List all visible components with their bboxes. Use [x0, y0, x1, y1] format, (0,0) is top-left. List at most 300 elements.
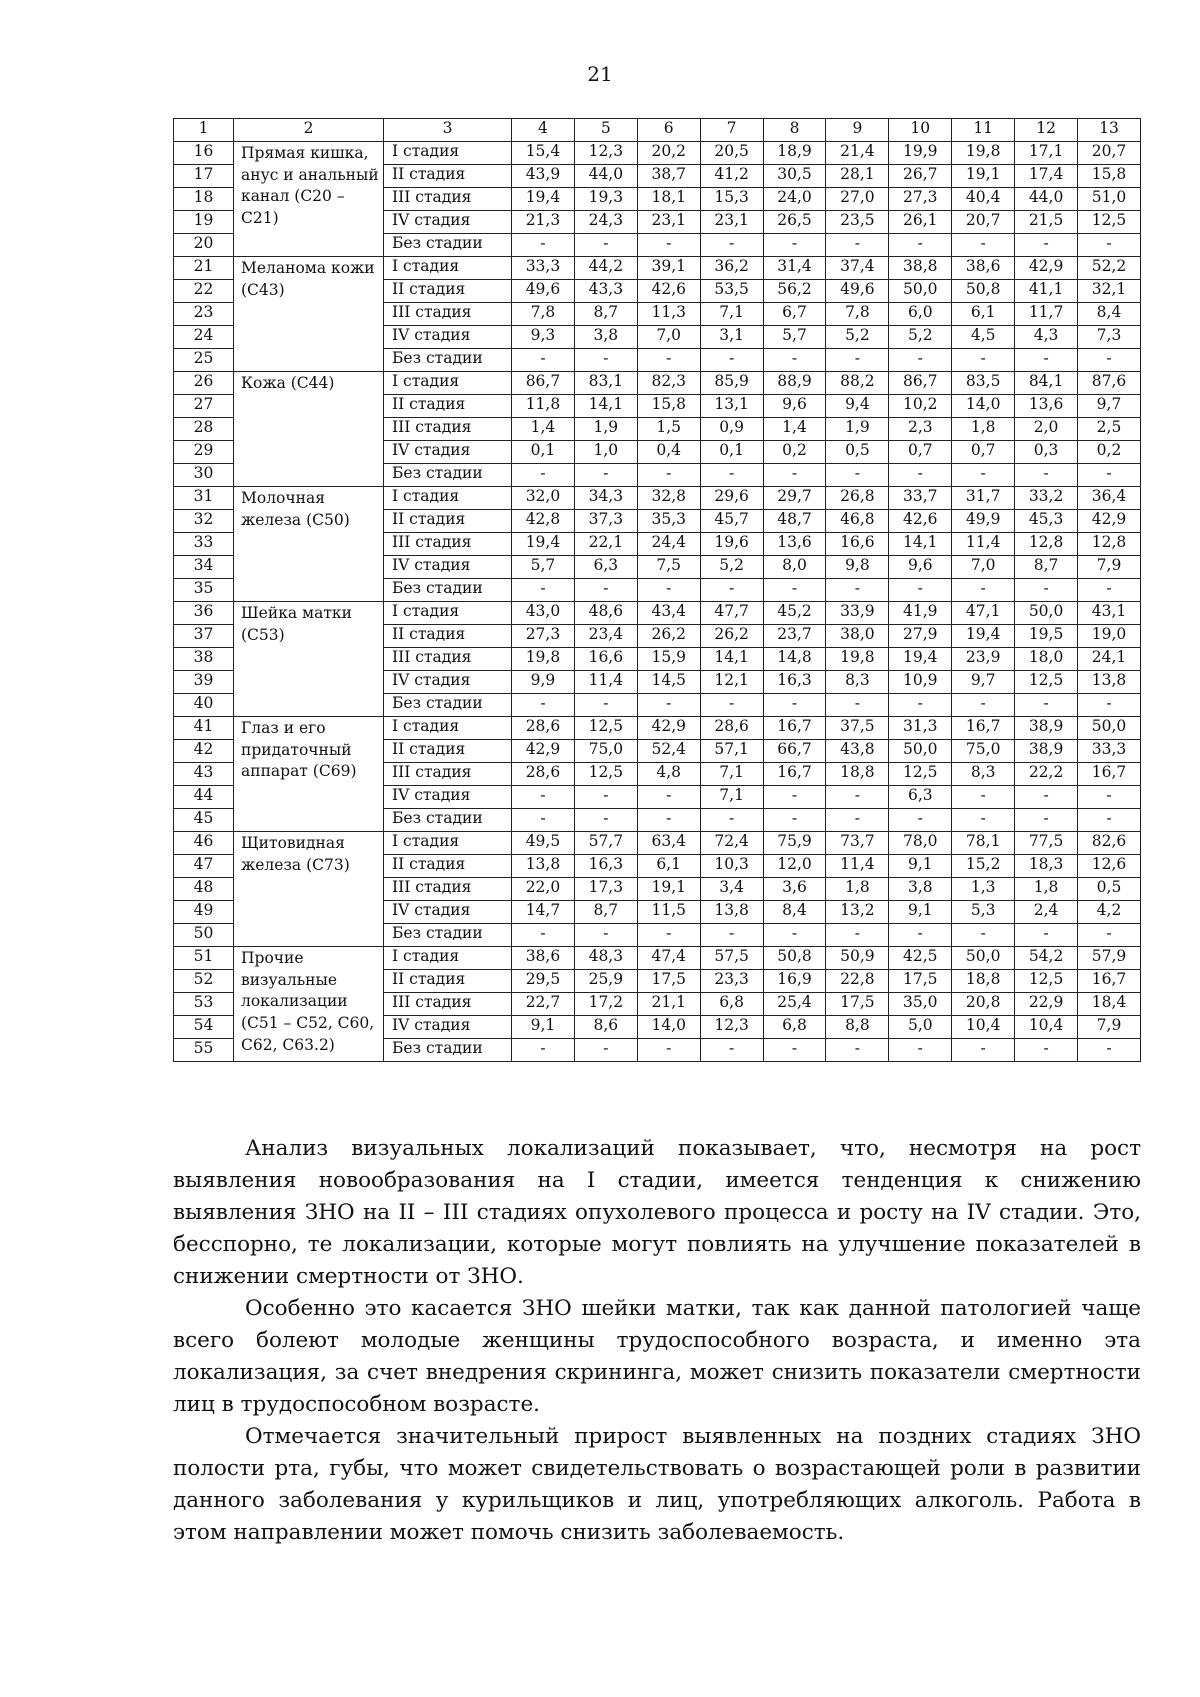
- value-cell: 5,2: [826, 326, 889, 349]
- paragraph: Особенно это касается ЗНО шейки матки, так как данной патологией чаще всего болеют молодые женщины трудоспособного возраста, и именно эта локализация, за счет внедрения скрининга, может снизить показатели смертности лиц в трудоспособном возрасте.: [173, 1296, 1141, 1417]
- value-cell: 85,9: [700, 372, 763, 395]
- value-cell: -: [1078, 924, 1141, 947]
- value-cell: 16,7: [763, 763, 826, 786]
- value-cell: 35,3: [637, 510, 700, 533]
- value-cell: -: [889, 694, 952, 717]
- value-cell: 26,2: [637, 625, 700, 648]
- value-cell: 14,1: [574, 395, 637, 418]
- value-cell: 29,7: [763, 487, 826, 510]
- value-cell: 2,0: [1015, 418, 1078, 441]
- value-cell: 37,3: [574, 510, 637, 533]
- row-number: 47: [174, 855, 234, 878]
- value-cell: 19,4: [889, 648, 952, 671]
- value-cell: 16,7: [1078, 763, 1141, 786]
- value-cell: 50,0: [952, 947, 1015, 970]
- stage-cell: I стадия: [384, 372, 512, 395]
- value-cell: 0,2: [1078, 441, 1141, 464]
- stage-cell: I стадия: [384, 142, 512, 165]
- value-cell: 12,5: [1015, 671, 1078, 694]
- row-number: 24: [174, 326, 234, 349]
- row-number: 48: [174, 878, 234, 901]
- value-cell: 1,4: [763, 418, 826, 441]
- value-cell: 12,0: [763, 855, 826, 878]
- value-cell: 28,6: [512, 717, 575, 740]
- value-cell: 57,1: [700, 740, 763, 763]
- value-cell: -: [952, 349, 1015, 372]
- stage-cell: IV стадия: [384, 786, 512, 809]
- value-cell: -: [512, 464, 575, 487]
- value-cell: 75,0: [952, 740, 1015, 763]
- value-cell: -: [889, 349, 952, 372]
- value-cell: 11,4: [574, 671, 637, 694]
- row-number: 27: [174, 395, 234, 418]
- value-cell: 9,9: [512, 671, 575, 694]
- value-cell: 7,1: [700, 786, 763, 809]
- value-cell: -: [1078, 809, 1141, 832]
- value-cell: 8,4: [1078, 303, 1141, 326]
- table-row: [174, 142, 1141, 165]
- value-cell: 8,7: [574, 303, 637, 326]
- value-cell: 43,8: [826, 740, 889, 763]
- page-number: 21: [587, 62, 613, 86]
- value-cell: 44,2: [574, 257, 637, 280]
- value-cell: 7,3: [1078, 326, 1141, 349]
- value-cell: 48,7: [763, 510, 826, 533]
- value-cell: 38,8: [889, 257, 952, 280]
- value-cell: 14,8: [763, 648, 826, 671]
- value-cell: 22,7: [512, 993, 575, 1016]
- value-cell: 17,1: [1015, 142, 1078, 165]
- value-cell: -: [574, 464, 637, 487]
- value-cell: 15,2: [952, 855, 1015, 878]
- value-cell: 33,9: [826, 602, 889, 625]
- value-cell: 75,9: [763, 832, 826, 855]
- value-cell: -: [512, 579, 575, 602]
- value-cell: 16,7: [952, 717, 1015, 740]
- value-cell: 2,5: [1078, 418, 1141, 441]
- value-cell: -: [763, 234, 826, 257]
- stage-cell: II стадия: [384, 740, 512, 763]
- stage-cell: Без стадии: [384, 579, 512, 602]
- value-cell: 88,2: [826, 372, 889, 395]
- value-cell: 73,7: [826, 832, 889, 855]
- row-number: 43: [174, 763, 234, 786]
- paragraph: Анализ визуальных локализаций показывает, что, несмотря на рост выявления новообразования на I стадии, имеется тенденция к снижению выявления ЗНО на II – III стадиях опухолевого процесса и росту на IV стадии. Это, бесспорно, те локализации, которые могут повлиять на улучшение показателей в снижении смертности от ЗНО.: [173, 1136, 1141, 1289]
- value-cell: -: [826, 579, 889, 602]
- value-cell: 4,2: [1078, 901, 1141, 924]
- value-cell: 19,8: [512, 648, 575, 671]
- value-cell: 14,0: [637, 1016, 700, 1039]
- value-cell: 3,4: [700, 878, 763, 901]
- value-cell: 48,6: [574, 602, 637, 625]
- value-cell: 21,1: [637, 993, 700, 1016]
- value-cell: 14,1: [700, 648, 763, 671]
- row-number: 22: [174, 280, 234, 303]
- value-cell: -: [763, 809, 826, 832]
- value-cell: -: [1015, 694, 1078, 717]
- value-cell: -: [574, 786, 637, 809]
- value-cell: 23,9: [952, 648, 1015, 671]
- value-cell: 19,4: [512, 533, 575, 556]
- stage-cell: I стадия: [384, 832, 512, 855]
- value-cell: 53,5: [700, 280, 763, 303]
- value-cell: 17,5: [826, 993, 889, 1016]
- value-cell: 4,5: [952, 326, 1015, 349]
- value-cell: -: [1078, 464, 1141, 487]
- value-cell: -: [952, 809, 1015, 832]
- value-cell: 38,9: [1015, 740, 1078, 763]
- row-number: 46: [174, 832, 234, 855]
- value-cell: -: [1015, 349, 1078, 372]
- value-cell: 8,7: [574, 901, 637, 924]
- value-cell: 12,5: [574, 717, 637, 740]
- value-cell: 27,3: [512, 625, 575, 648]
- value-cell: 8,7: [1015, 556, 1078, 579]
- value-cell: 42,9: [637, 717, 700, 740]
- value-cell: 47,4: [637, 947, 700, 970]
- value-cell: 15,4: [512, 142, 575, 165]
- value-cell: 4,3: [1015, 326, 1078, 349]
- value-cell: 17,5: [637, 970, 700, 993]
- value-cell: 19,6: [700, 533, 763, 556]
- value-cell: 75,0: [574, 740, 637, 763]
- value-cell: 13,6: [1015, 395, 1078, 418]
- value-cell: 87,6: [1078, 372, 1141, 395]
- table-row: [174, 372, 1141, 395]
- value-cell: 41,1: [1015, 280, 1078, 303]
- paragraph: Отмечается значительный прирост выявленных на поздних стадиях ЗНО полости рта, губы, что может свидетельствовать о возрастающей роли в развитии данного заболевания у курильщиков и лиц, употребляющих алкоголь. Работа в этом направлении может помочь снизить заболеваемость.: [173, 1424, 1141, 1545]
- value-cell: 37,5: [826, 717, 889, 740]
- value-cell: 10,9: [889, 671, 952, 694]
- value-cell: 24,1: [1078, 648, 1141, 671]
- row-number: 44: [174, 786, 234, 809]
- value-cell: -: [1078, 349, 1141, 372]
- stage-cell: I стадия: [384, 487, 512, 510]
- value-cell: 5,0: [889, 1016, 952, 1039]
- value-cell: 1,3: [952, 878, 1015, 901]
- value-cell: 48,3: [574, 947, 637, 970]
- value-cell: -: [512, 349, 575, 372]
- value-cell: -: [763, 579, 826, 602]
- value-cell: 20,7: [952, 211, 1015, 234]
- stage-cell: Без стадии: [384, 1039, 512, 1062]
- stage-cell: IV стадия: [384, 211, 512, 234]
- value-cell: 42,5: [889, 947, 952, 970]
- value-cell: 31,4: [763, 257, 826, 280]
- value-cell: 11,4: [952, 533, 1015, 556]
- value-cell: 26,1: [889, 211, 952, 234]
- column-header: 2: [234, 119, 384, 142]
- row-number: 35: [174, 579, 234, 602]
- value-cell: 78,1: [952, 832, 1015, 855]
- value-cell: 50,0: [889, 740, 952, 763]
- value-cell: 17,3: [574, 878, 637, 901]
- value-cell: 14,7: [512, 901, 575, 924]
- value-cell: 57,9: [1078, 947, 1141, 970]
- row-number: 32: [174, 510, 234, 533]
- value-cell: -: [952, 694, 1015, 717]
- value-cell: 0,1: [700, 441, 763, 464]
- value-cell: 63,4: [637, 832, 700, 855]
- value-cell: 2,3: [889, 418, 952, 441]
- value-cell: -: [952, 924, 1015, 947]
- value-cell: 19,1: [637, 878, 700, 901]
- value-cell: 12,8: [1078, 533, 1141, 556]
- stage-cell: II стадия: [384, 855, 512, 878]
- value-cell: 19,9: [889, 142, 952, 165]
- value-cell: 4,8: [637, 763, 700, 786]
- value-cell: -: [826, 464, 889, 487]
- value-cell: -: [637, 234, 700, 257]
- value-cell: -: [1015, 1039, 1078, 1062]
- stage-cell: IV стадия: [384, 901, 512, 924]
- stage-cell: IV стадия: [384, 556, 512, 579]
- value-cell: 49,5: [512, 832, 575, 855]
- value-cell: 43,3: [574, 280, 637, 303]
- value-cell: 18,8: [826, 763, 889, 786]
- value-cell: 18,4: [1078, 993, 1141, 1016]
- stage-cell: II стадия: [384, 625, 512, 648]
- row-number: 30: [174, 464, 234, 487]
- value-cell: 33,2: [1015, 487, 1078, 510]
- value-cell: 50,8: [763, 947, 826, 970]
- value-cell: 23,4: [574, 625, 637, 648]
- stage-cell: I стадия: [384, 717, 512, 740]
- row-number: 21: [174, 257, 234, 280]
- value-cell: -: [889, 234, 952, 257]
- value-cell: 9,4: [826, 395, 889, 418]
- value-cell: -: [889, 809, 952, 832]
- value-cell: 13,8: [1078, 671, 1141, 694]
- value-cell: -: [700, 464, 763, 487]
- value-cell: -: [700, 349, 763, 372]
- value-cell: 33,3: [512, 257, 575, 280]
- value-cell: -: [574, 1039, 637, 1062]
- value-cell: -: [574, 809, 637, 832]
- table-row: [174, 257, 1141, 280]
- value-cell: 0,1: [512, 441, 575, 464]
- value-cell: 8,6: [574, 1016, 637, 1039]
- value-cell: 82,3: [637, 372, 700, 395]
- value-cell: -: [763, 349, 826, 372]
- row-number: 51: [174, 947, 234, 970]
- location-cell: Кожа (С44): [234, 372, 384, 487]
- row-number: 20: [174, 234, 234, 257]
- value-cell: 50,0: [1015, 602, 1078, 625]
- row-number: 49: [174, 901, 234, 924]
- stage-cell: I стадия: [384, 947, 512, 970]
- value-cell: 50,0: [889, 280, 952, 303]
- column-header: 5: [574, 119, 637, 142]
- value-cell: 1,8: [1015, 878, 1078, 901]
- column-header: 4: [512, 119, 575, 142]
- value-cell: 49,6: [826, 280, 889, 303]
- value-cell: 72,4: [700, 832, 763, 855]
- statistics-table: [173, 118, 1141, 1062]
- row-number: 19: [174, 211, 234, 234]
- value-cell: -: [512, 809, 575, 832]
- value-cell: 27,3: [889, 188, 952, 211]
- value-cell: 41,9: [889, 602, 952, 625]
- column-header: 1: [174, 119, 234, 142]
- value-cell: 3,6: [763, 878, 826, 901]
- value-cell: 0,7: [889, 441, 952, 464]
- column-header: 8: [763, 119, 826, 142]
- stage-cell: Без стадии: [384, 694, 512, 717]
- value-cell: 43,4: [637, 602, 700, 625]
- value-cell: 20,2: [637, 142, 700, 165]
- value-cell: -: [826, 234, 889, 257]
- value-cell: 24,0: [763, 188, 826, 211]
- row-number: 53: [174, 993, 234, 1016]
- row-number: 18: [174, 188, 234, 211]
- value-cell: 46,8: [826, 510, 889, 533]
- value-cell: 19,8: [952, 142, 1015, 165]
- value-cell: -: [826, 786, 889, 809]
- value-cell: 22,8: [826, 970, 889, 993]
- value-cell: 38,6: [512, 947, 575, 970]
- value-cell: 26,5: [763, 211, 826, 234]
- stage-cell: III стадия: [384, 993, 512, 1016]
- location-cell: Меланома кожи (С43): [234, 257, 384, 372]
- value-cell: 9,1: [889, 855, 952, 878]
- value-cell: 19,5: [1015, 625, 1078, 648]
- value-cell: 32,1: [1078, 280, 1141, 303]
- value-cell: 12,5: [889, 763, 952, 786]
- value-cell: 7,9: [1078, 1016, 1141, 1039]
- value-cell: 19,3: [574, 188, 637, 211]
- value-cell: 14,0: [952, 395, 1015, 418]
- column-header: 7: [700, 119, 763, 142]
- value-cell: 26,8: [826, 487, 889, 510]
- value-cell: 3,1: [700, 326, 763, 349]
- value-cell: 9,7: [1078, 395, 1141, 418]
- value-cell: 9,1: [512, 1016, 575, 1039]
- stage-cell: Без стадии: [384, 349, 512, 372]
- value-cell: 77,5: [1015, 832, 1078, 855]
- value-cell: 7,1: [700, 763, 763, 786]
- value-cell: 1,0: [574, 441, 637, 464]
- value-cell: 15,9: [637, 648, 700, 671]
- value-cell: -: [952, 1039, 1015, 1062]
- value-cell: 21,4: [826, 142, 889, 165]
- value-cell: 5,3: [952, 901, 1015, 924]
- value-cell: 45,7: [700, 510, 763, 533]
- value-cell: -: [1078, 694, 1141, 717]
- value-cell: 15,3: [700, 188, 763, 211]
- value-cell: 15,8: [637, 395, 700, 418]
- row-number: 52: [174, 970, 234, 993]
- row-number: 33: [174, 533, 234, 556]
- value-cell: -: [637, 809, 700, 832]
- stage-cell: III стадия: [384, 878, 512, 901]
- value-cell: 12,3: [700, 1016, 763, 1039]
- row-number: 25: [174, 349, 234, 372]
- value-cell: 52,2: [1078, 257, 1141, 280]
- value-cell: -: [1015, 579, 1078, 602]
- value-cell: -: [1078, 786, 1141, 809]
- column-header: 9: [826, 119, 889, 142]
- value-cell: 1,8: [952, 418, 1015, 441]
- value-cell: 8,0: [763, 556, 826, 579]
- value-cell: -: [637, 786, 700, 809]
- value-cell: 6,1: [952, 303, 1015, 326]
- value-cell: 88,9: [763, 372, 826, 395]
- value-cell: 23,1: [700, 211, 763, 234]
- location-cell: Шейка матки (С53): [234, 602, 384, 717]
- stage-cell: Без стадии: [384, 924, 512, 947]
- value-cell: -: [889, 464, 952, 487]
- value-cell: 7,1: [700, 303, 763, 326]
- value-cell: 10,4: [952, 1016, 1015, 1039]
- value-cell: 49,9: [952, 510, 1015, 533]
- value-cell: 44,0: [574, 165, 637, 188]
- value-cell: 47,7: [700, 602, 763, 625]
- value-cell: 82,6: [1078, 832, 1141, 855]
- value-cell: -: [1015, 809, 1078, 832]
- value-cell: 45,3: [1015, 510, 1078, 533]
- value-cell: 0,7: [952, 441, 1015, 464]
- value-cell: 20,7: [1078, 142, 1141, 165]
- value-cell: 12,1: [700, 671, 763, 694]
- column-header: 12: [1015, 119, 1078, 142]
- value-cell: 39,1: [637, 257, 700, 280]
- value-cell: -: [826, 809, 889, 832]
- value-cell: 23,1: [637, 211, 700, 234]
- row-number: 36: [174, 602, 234, 625]
- value-cell: -: [700, 809, 763, 832]
- value-cell: 22,2: [1015, 763, 1078, 786]
- stage-cell: II стадия: [384, 395, 512, 418]
- value-cell: 56,2: [763, 280, 826, 303]
- value-cell: 54,2: [1015, 947, 1078, 970]
- value-cell: 41,2: [700, 165, 763, 188]
- value-cell: 1,8: [826, 878, 889, 901]
- value-cell: 29,5: [512, 970, 575, 993]
- value-cell: 17,5: [889, 970, 952, 993]
- value-cell: 9,6: [763, 395, 826, 418]
- row-number: 42: [174, 740, 234, 763]
- value-cell: 11,3: [637, 303, 700, 326]
- value-cell: 9,3: [512, 326, 575, 349]
- location-cell: Глаз и его придаточный аппарат (С69): [234, 717, 384, 832]
- value-cell: -: [1015, 464, 1078, 487]
- value-cell: 57,7: [574, 832, 637, 855]
- stage-cell: I стадия: [384, 602, 512, 625]
- value-cell: 18,1: [637, 188, 700, 211]
- value-cell: 36,4: [1078, 487, 1141, 510]
- value-cell: 26,7: [889, 165, 952, 188]
- value-cell: 10,3: [700, 855, 763, 878]
- stage-cell: II стадия: [384, 165, 512, 188]
- value-cell: -: [952, 464, 1015, 487]
- value-cell: -: [700, 234, 763, 257]
- location-cell: Молочная железа (С50): [234, 487, 384, 602]
- value-cell: 3,8: [889, 878, 952, 901]
- value-cell: 12,5: [1015, 970, 1078, 993]
- stage-cell: II стадия: [384, 510, 512, 533]
- value-cell: 28,6: [512, 763, 575, 786]
- value-cell: 44,0: [1015, 188, 1078, 211]
- value-cell: 52,4: [637, 740, 700, 763]
- stage-cell: IV стадия: [384, 671, 512, 694]
- value-cell: 43,0: [512, 602, 575, 625]
- value-cell: 57,5: [700, 947, 763, 970]
- value-cell: 16,6: [826, 533, 889, 556]
- value-cell: 31,7: [952, 487, 1015, 510]
- value-cell: 50,9: [826, 947, 889, 970]
- stage-cell: Без стадии: [384, 464, 512, 487]
